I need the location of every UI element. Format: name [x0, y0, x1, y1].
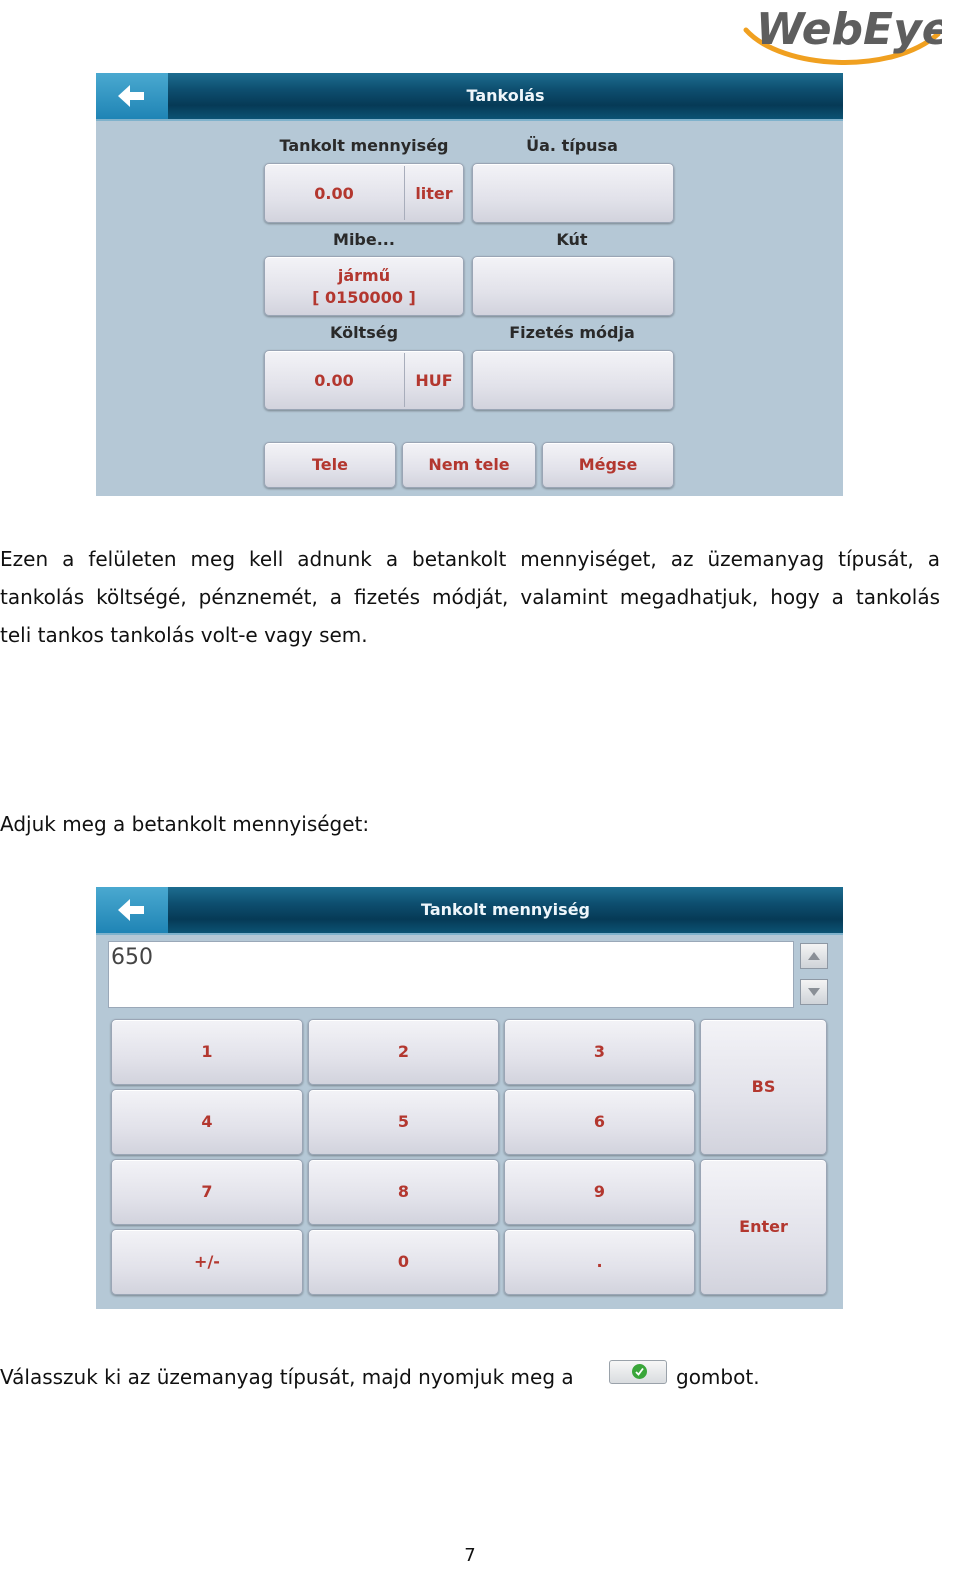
screen-title: Tankolás	[466, 86, 545, 105]
keypad-back-button[interactable]	[96, 887, 168, 933]
key-4[interactable]	[111, 1089, 303, 1155]
key-2-label: 2	[397, 1042, 410, 1061]
plus-minus-key[interactable]	[111, 1229, 303, 1295]
enter-label: Enter	[739, 1217, 788, 1236]
key-6-label: 6	[593, 1112, 606, 1131]
cost-label: Költség	[329, 323, 399, 342]
keypad-title: Tankolt mennyiség	[421, 900, 590, 919]
key-2[interactable]	[308, 1019, 499, 1085]
key-8-label: 8	[397, 1182, 410, 1201]
key-5[interactable]	[308, 1089, 499, 1155]
fuel-type-button[interactable]	[472, 163, 674, 223]
not-full-button[interactable]	[402, 442, 536, 488]
decimal-label: .	[596, 1252, 603, 1271]
key-3-label: 3	[593, 1042, 606, 1061]
scroll-up-button[interactable]	[800, 943, 828, 969]
webeye-logo	[742, 0, 942, 72]
instruction-quantity: Adjuk meg a betankolt mennyiséget:	[0, 812, 370, 836]
key-3[interactable]	[504, 1019, 695, 1085]
enter-key[interactable]	[700, 1159, 827, 1295]
quantity-keypad-screen	[96, 887, 843, 1309]
key-0-label: 0	[397, 1252, 410, 1271]
full-tank-button[interactable]	[264, 442, 396, 488]
key-5-label: 5	[397, 1112, 410, 1131]
vehicle-label: jármű	[337, 266, 391, 285]
quantity-input[interactable]	[108, 941, 794, 1008]
payment-button[interactable]	[472, 350, 674, 410]
instruction-select-fuel: Válasszuk ki az üzemanyag típusát, majd nyomjuk meg a	[0, 1365, 574, 1389]
title-bar	[96, 73, 843, 121]
back-arrow-icon	[118, 899, 144, 921]
cost-value: 0.00	[314, 370, 354, 390]
key-9[interactable]	[504, 1159, 695, 1225]
quantity-unit: liter	[415, 183, 453, 203]
key-0[interactable]	[308, 1229, 499, 1295]
key-8[interactable]	[308, 1159, 499, 1225]
well-label: Kút	[556, 230, 588, 249]
arrow-up-icon	[808, 952, 820, 960]
key-6[interactable]	[504, 1089, 695, 1155]
key-1[interactable]	[111, 1019, 303, 1085]
description-line-1: Ezen a felületen meg kell adnunk a betankolt mennyiséget, az üzemanyag típusát, a	[0, 547, 940, 571]
vehicle-button[interactable]	[264, 256, 464, 316]
description-line-3: teli tankos tankolás volt-e vagy sem.	[0, 623, 368, 647]
quantity-button[interactable]	[264, 163, 464, 223]
cancel-label: Mégse	[578, 455, 638, 474]
logo-text: WebEye	[756, 4, 942, 55]
decimal-key[interactable]	[504, 1229, 695, 1295]
cost-button[interactable]	[264, 350, 464, 410]
refuel-form-screen	[96, 73, 843, 496]
quantity-input-value: 650	[111, 945, 153, 970]
key-7[interactable]	[111, 1159, 303, 1225]
backspace-label: BS	[751, 1077, 776, 1096]
well-button[interactable]	[472, 256, 674, 316]
ok-button-image	[609, 1360, 667, 1384]
fuel-type-label: Üa. típusa	[526, 136, 618, 155]
back-arrow-icon	[118, 85, 144, 107]
cancel-button[interactable]	[542, 442, 674, 488]
arrow-down-icon	[808, 988, 820, 996]
key-7-label: 7	[201, 1182, 213, 1201]
keypad-title-bar	[96, 887, 843, 935]
key-4-label: 4	[201, 1112, 213, 1131]
backspace-key[interactable]	[700, 1019, 827, 1155]
check-icon	[632, 1364, 647, 1379]
page-number: 7	[464, 1545, 476, 1566]
scroll-down-button[interactable]	[800, 979, 828, 1005]
instruction-press-button: gombot.	[676, 1365, 760, 1389]
vehicle-id: [ 0150000 ]	[312, 288, 416, 307]
plus-minus-label: +/-	[194, 1252, 220, 1271]
key-1-label: 1	[201, 1042, 213, 1061]
not-full-label: Nem tele	[428, 455, 510, 474]
key-9-label: 9	[593, 1182, 606, 1201]
cost-unit: HUF	[415, 370, 453, 390]
quantity-label: Tankolt mennyiség	[279, 136, 449, 155]
full-tank-label: Tele	[312, 455, 348, 474]
description-line-2: tankolás költségé, pénznemét, a fizetés módját, valamint megadhatjuk, hogy a tankolás	[0, 585, 940, 609]
back-button[interactable]	[96, 73, 168, 119]
payment-label: Fizetés módja	[509, 323, 635, 342]
quantity-value: 0.00	[314, 183, 354, 203]
into-label: Mibe...	[333, 230, 395, 249]
